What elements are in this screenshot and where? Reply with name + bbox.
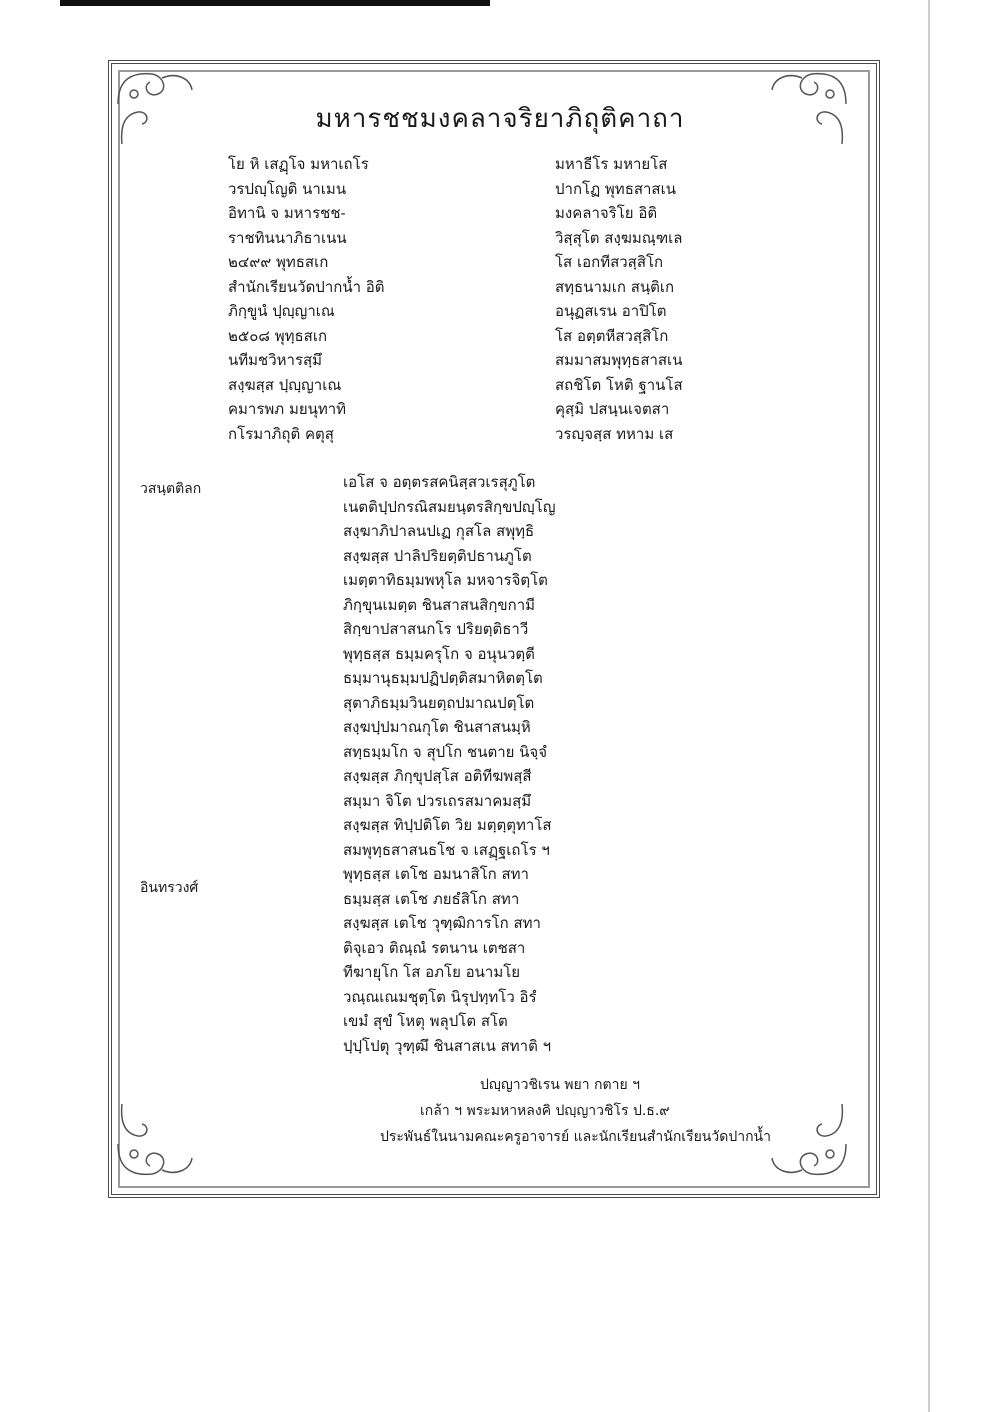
verse-line: สมมาสมพุทฺธสาสเน xyxy=(555,351,683,369)
verse-line: ธมฺมสฺส เตโช ภยธํสิโก สทา xyxy=(343,889,520,908)
verse-line: สงฺฆาภิปาลนปเฏ กุสโล สพุทฺธิ xyxy=(343,522,535,540)
verse-line: สิกฺขาปสาสนกโร ปริยตฺติธาวี xyxy=(343,620,529,638)
signature-line-3: ประพันธ์ในนามคณะครูอาจารย์ และนักเรียนสำนักเรียนวัดปากน้ำ xyxy=(380,1129,771,1145)
verse-line: สถชิโต โหติ ฐานโส xyxy=(555,375,683,394)
verse-right-column xyxy=(555,152,845,446)
verse-line: สุตาภิธมฺมวินยตฺถปมาณปตฺโต xyxy=(343,693,535,712)
verse-line: ราชทินนาภิธาเนน xyxy=(228,228,347,247)
verse-line: อนุฏสเรน อาปิโต xyxy=(555,302,667,320)
verse-line: ธมฺมานุธมฺมปฏิปตฺติสมาหิตตฺโต xyxy=(343,669,543,687)
verse-line: ปากโฏ พุทธสาสเน xyxy=(555,179,676,198)
verse-line: ๒๕๐๘ พุทฺธสเก xyxy=(228,326,328,345)
scan-shadow-bar xyxy=(60,0,490,6)
verse-line: สงฺฆสฺส เตโช วุฑฺฒิการโก สทา xyxy=(343,914,541,932)
verse-line: ภิกฺขูนํ ปฺญฺญาเณ xyxy=(228,302,335,320)
verse-line: สงฺฆสฺส ทิปฺปติโต วิย มตฺตฺตุทาโส xyxy=(343,816,552,834)
verse-line: วรปญฺโญติ นาเมน xyxy=(228,179,347,198)
verse-line: สทฺธนามเก สนฺติเก xyxy=(555,277,675,296)
verse-line: โย หิ เสฏฺโจ มหาเถโร xyxy=(228,155,369,173)
verse-line: พุทฺธสฺส ธมฺมครุโก จ อนุนวตฺตี xyxy=(343,644,535,663)
verse-line: โส เอกทีสวสฺสิโก xyxy=(555,253,664,271)
verse-line: ภิกฺขุนเมตฺต ชินสาสนสิกฺขกามี xyxy=(343,595,536,614)
verse-line: สทฺธมฺมโก จ สุปโก ชนตาย นิจฺจํ xyxy=(343,742,548,761)
verse-line: มหาธีโร มหายโส xyxy=(555,155,668,173)
verse-line: สมพุทฺธสาสนธโช จ เสฏฺฐเถโร ฯ xyxy=(343,840,550,859)
corner-ornament-top-left xyxy=(112,64,202,154)
corner-ornament-bottom-left xyxy=(112,1094,202,1184)
author-signature-block xyxy=(380,1072,810,1150)
verse-line: สมฺมา จิโต ปวรเถรสมาคมสฺมึ xyxy=(343,791,532,810)
verse-line: นทีมชวิหารสฺมึ xyxy=(228,351,323,369)
verse-line: สงฺฆสฺส ปฺญฺญาเณ xyxy=(228,375,342,394)
verse-line: สงฺฆปฺปมาณกุโต ชินสาสนมฺหิ xyxy=(343,718,531,736)
verse-line: กโรมาภิถุติ คตุสุ xyxy=(228,424,334,443)
verse-line: สงฺฆสฺส ปาลิปริยตฺติปธานภูโต xyxy=(343,546,532,565)
verse-line: คุสฺมิ ปสนฺนเจตสา xyxy=(555,400,670,418)
verse-line: เขมํ สุขํ โหตุ พลุปโต สโต xyxy=(343,1012,508,1030)
verse-line: ๒๔๙๙ พุทธสเก xyxy=(228,253,329,271)
signature-line-1: ปญฺญาวชิเรน พยา กตาย ฯ xyxy=(480,1077,640,1093)
verse-line: สงฺฆสฺส ภิกฺขุปสฺโส อติทีฆพสฺสี xyxy=(343,767,532,785)
verse-line: ทีฆายุโก โส อภโย อนามโย xyxy=(343,963,521,981)
verse-line: มงคลาจริโย อิติ xyxy=(555,204,658,222)
verse-line: เอโส จ อตฺตรสคนิสฺสวเรสุภูโต xyxy=(343,473,536,491)
meter-label-vasantatilaka: วสนฺตติลก xyxy=(140,481,202,497)
verse-line: พุทฺธสฺส เตโช อมนาสิโก สทา xyxy=(343,865,529,883)
verse-line: เนตติปฺปกรณิสมยนฺตรสิกฺขปญฺโญ xyxy=(343,497,556,516)
meter-label-indravamsa: อินทรวงศ์ xyxy=(140,880,199,896)
document-title: มหารชชมงคลาจริยาภิถุติคาถา xyxy=(315,104,685,134)
verse-line: วณฺณเณมชุตฺโต นิรุปทฺทโว อิรํ xyxy=(343,987,537,1006)
signature-line-2: เกล้า ฯ พระมหาหลงคิ ปญฺญาวชิโร ป.ธ.๙ xyxy=(420,1103,670,1119)
verse-center-block xyxy=(343,470,823,1058)
verse-line: ติจุเอว ติณฺณํ รตนาน เตชสา xyxy=(343,938,526,957)
verse-line: สำนักเรียนวัดปากน้ำ อิติ xyxy=(228,277,385,296)
verse-line: วิสฺสุโต สงฺฆมณฺฑเล xyxy=(555,228,683,247)
verse-left-column xyxy=(228,152,538,446)
verse-line: โส อตฺตหีสวสฺสิโก xyxy=(555,326,669,345)
verse-line: วรญฺจสฺส ทหาม เส xyxy=(555,424,674,443)
scan-edge-line xyxy=(928,0,930,1412)
verse-line: อิทานิ จ มหารชช- xyxy=(228,204,346,222)
verse-line: ปฺปฺโปตุ วุฑฺฒึ ชินสาสเน สทาติ ฯ xyxy=(343,1036,552,1055)
verse-line: เมตฺตาทิธมฺมพหุโล มหจารจิตฺโต xyxy=(343,571,548,589)
verse-line: คมารพภ มยนุทาทิ xyxy=(228,400,347,418)
